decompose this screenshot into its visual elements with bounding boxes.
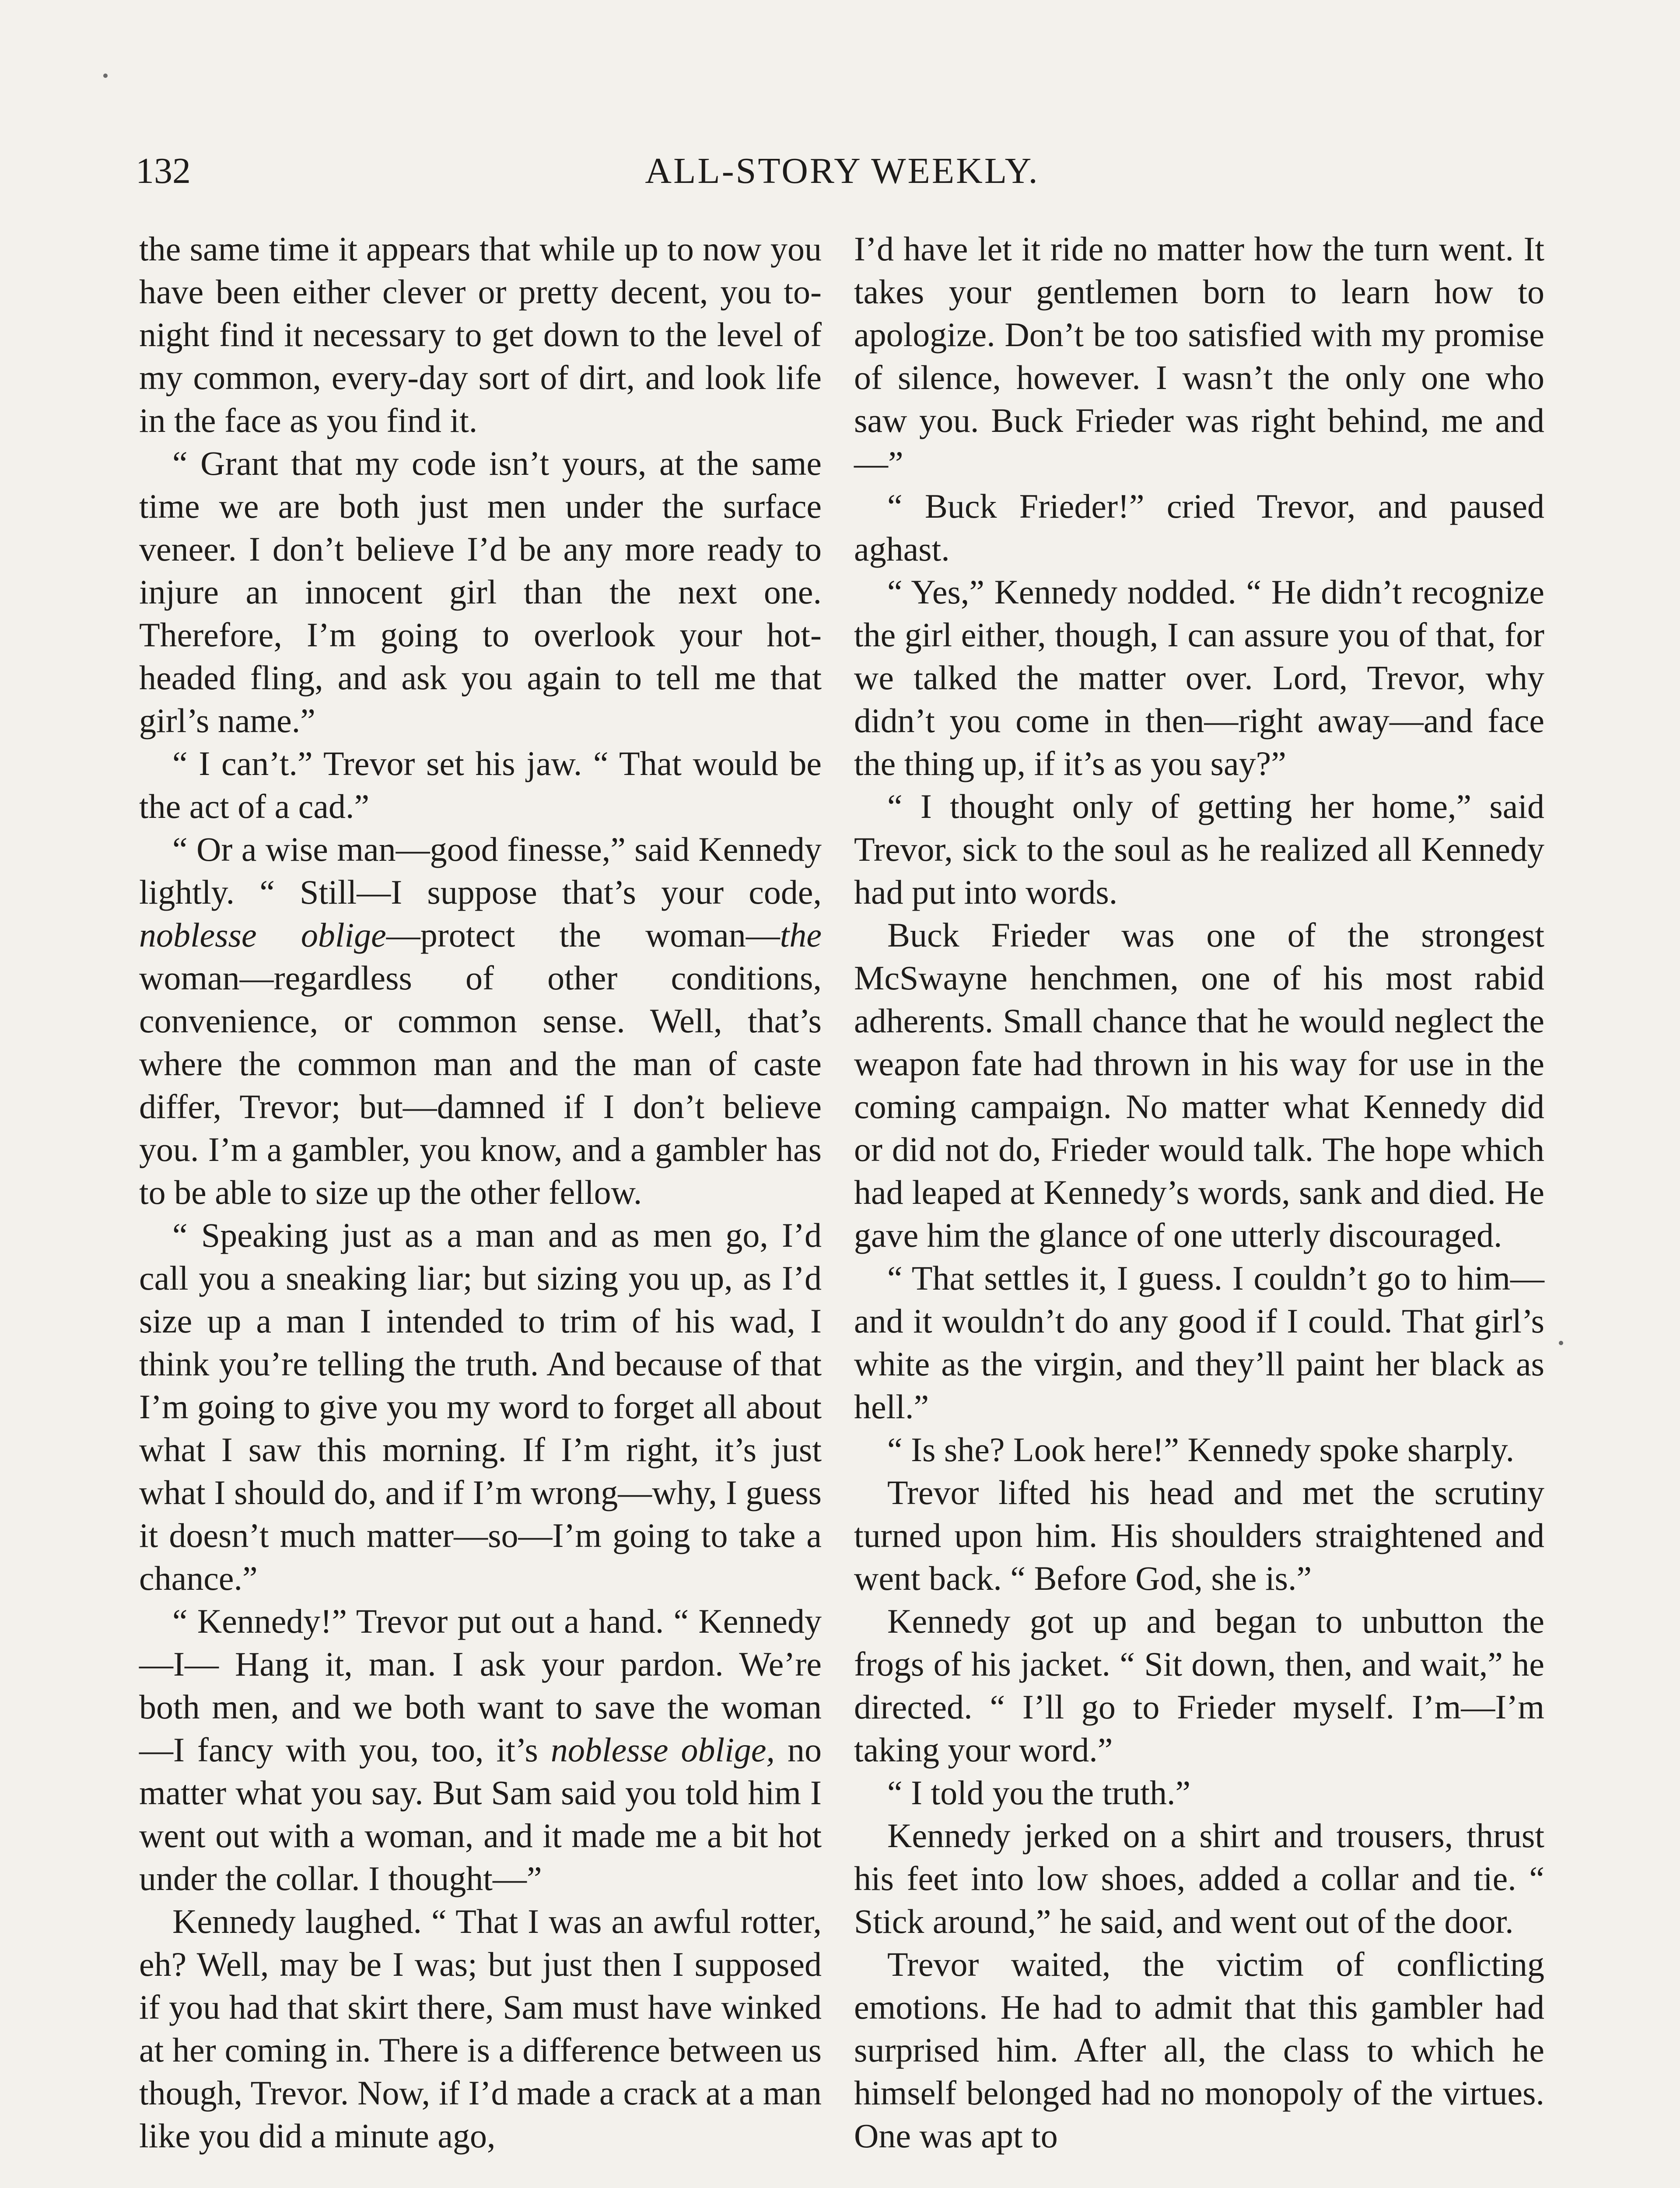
running-title: ALL-STORY WEEKLY. <box>645 151 1040 191</box>
scan-speck <box>103 74 108 78</box>
scan-speck <box>1559 1341 1563 1345</box>
paragraph: “ That settles it, I guess. I couldn’t go to him—and it wouldn’t do any good if I could. That girl’s white as the virgin, and they’ll paint her black as hell.” <box>854 1259 1544 1426</box>
paragraph: “ Yes,” Kennedy nodded. “ He didn’t recognize the girl either, though, I can assure you of that, for we talked the matter over. Lord, Trevor, why didn’t you come in then—right away—and face the thing up, if it’s as you say?” <box>854 573 1544 782</box>
paragraph: “ I thought only of getting her home,” said Trevor, sick to the soul as he realized all Kennedy had put into words. <box>854 787 1544 911</box>
paragraph: “ Grant that my code isn’t yours, at the same time we are both just men under the surface veneer. I don’t believe I’d be any more ready to injure an innocent girl than the next one. Therefore, I’m going to overlook your hot-headed fling, and ask you again to tell me that girl’s name.” <box>139 444 822 740</box>
paragraph: “ Speaking just as a man and as men go, I’d call you a sneaking liar; but sizing you up, as I’d size up a man I intended to trim of his wad, I think you’re telling the truth. And because of that I’m going to give you my word to forget all about what I saw this morning. If I’m right, it’s just what I should do, and if I’m wrong—why, I guess it doesn’t much matter—so—I’m going to take a chance.” <box>139 1216 822 1597</box>
paragraph: Kennedy laughed. “ That I was an awful rotter, eh? Well, may be I was; but just then I supposed if you had that skirt there, Sam must have winked at her coming in. There is a difference between us though, Trevor. Now, if I’d made a crack at a man like you did a minute ago, <box>139 1902 822 2155</box>
right-column <box>854 228 1544 2188</box>
paragraph: the same time it appears that while up to now you have been either clever or pretty decent, you to-night find it necessary to get down to the level of my common, every-day sort of dirt, and look life in the face as you find it. <box>139 230 822 439</box>
paragraph: “ Buck Frieder!” cried Trevor, and paused aghast. <box>854 487 1544 568</box>
paragraph: I’d have let it ride no matter how the turn went. It takes your gentlemen born to learn how to apologize. Don’t be too satisfied with my promise of silence, however. I wasn’t the only one who saw you. Buck Frieder was right behind, me and—” <box>854 230 1544 482</box>
running-header <box>136 147 1549 195</box>
paragraph: Trevor waited, the victim of conflicting emotions. He had to admit that this gambler had surprised him. After all, the class to which he himself belonged had no monopoly of the virtues. One was apt to <box>854 1945 1544 2155</box>
paragraph: Kennedy jerked on a shirt and trousers, thrust his feet into low shoes, added a collar and tie. “ Stick around,” he said, and went out of the door. <box>854 1816 1544 1940</box>
page-number: 132 <box>136 151 191 191</box>
paragraph: “ I can’t.” Trevor set his jaw. “ That would be the act of a cad.” <box>139 744 822 825</box>
left-column <box>139 228 822 2188</box>
paragraph: Trevor lifted his head and met the scrutiny turned upon him. His shoulders straightened and went back. “ Before God, she is.” <box>854 1473 1544 1597</box>
paragraph: “ Kennedy!” Trevor put out a hand. “ Kennedy—I— Hang it, man. I ask your pardon. We’re both men, and we both want to save the woman—I fancy with you, too, it’s noblesse oblige, no matter what you say. But Sam said you told him I went out with a woman, and it made me a bit hot under the collar. I thought—” <box>139 1602 822 1897</box>
paragraph: Buck Frieder was one of the strongest McSwayne henchmen, one of his most rabid adherents. Small chance that he would neglect the weapon fate had thrown in his way for use in the coming campaign. No matter what Kennedy did or did not do, Frieder would talk. The hope which had leaped at Kennedy’s words, sank and died. He gave him the glance of one utterly discouraged. <box>854 916 1544 1254</box>
paragraph: “ Is she? Look here!” Kennedy spoke sharply. <box>887 1431 1515 1469</box>
paragraph: Kennedy got up and began to unbutton the frogs of his jacket. “ Sit down, then, and wait,” he directed. “ I’ll go to Frieder myself. I’m—I’m taking your word.” <box>854 1602 1544 1769</box>
paragraph: “ I told you the truth.” <box>887 1774 1191 1812</box>
paragraph: “ Or a wise man—good finesse,” said Kennedy lightly. “ Still—I suppose that’s your code, noblesse oblige—protect the woman—the woman—regardless of other conditions, convenience, or common sense. Well, that’s where the common man and the man of caste differ, Trevor; but—damned if I don’t believe you. I’m a gambler, you know, and a gambler has to be able to size up the other fellow. <box>139 830 822 1211</box>
